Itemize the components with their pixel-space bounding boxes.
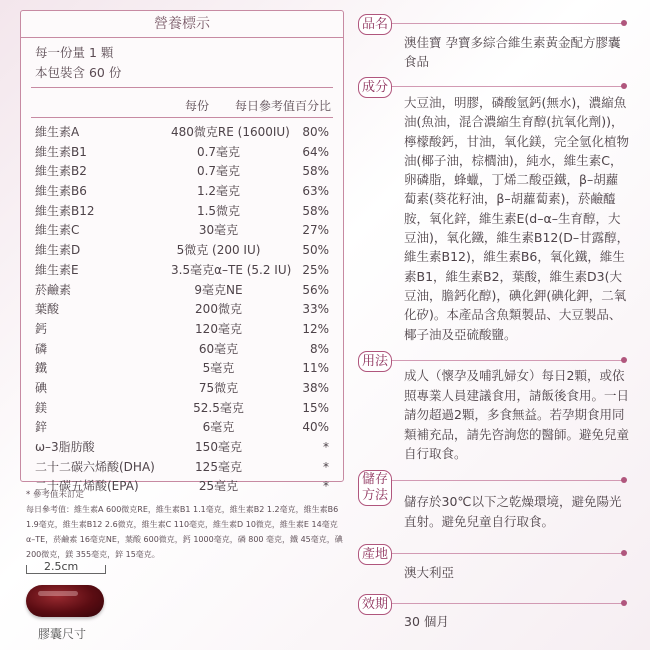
nutrient-row [21,162,343,182]
nutrient-row [21,359,343,379]
nutrient-name: 鋅 [35,420,48,435]
tag-storage-line2: 方法 [361,488,388,503]
nutrient-name: 鐵 [35,361,48,376]
nutrient-dv: 63% [302,184,329,199]
nutrient-dv: 50% [302,243,329,258]
nutrition-panel [20,10,344,494]
nutrient-amount: 60毫克 [198,341,239,356]
nutrient-amount: 9毫克NE [194,282,243,297]
nutrient-amount: 6毫克 [202,420,235,435]
nutrient-name: 維生素E [35,262,79,277]
serving-info [35,43,121,83]
nutrient-row [21,438,343,458]
nutrient-amount: 1.2毫克 [196,184,241,199]
nutrient-row [21,281,343,301]
nutrition-rows [21,123,343,497]
nutrient-amount: 0.7毫克 [196,164,241,179]
nutrient-amount: 3.5毫克α–TE (5.2 IU) [171,262,292,277]
shelf-life-text: 30 個月 [404,614,449,629]
divider [31,117,333,118]
capsule-image [26,585,104,617]
section-line [392,360,624,361]
section-line [392,603,624,604]
nutrient-name: 磷 [35,341,48,356]
nutrient-amount: 120毫克 [195,321,242,336]
nutrient-name: 葉酸 [35,302,60,317]
section-dot [621,477,627,483]
nutrient-amount: 5毫克 [202,361,235,376]
section-line [392,86,624,87]
nutrient-row [21,340,343,360]
nutrient-name: 維生素B1 [35,144,87,159]
section-line [392,23,624,24]
tag-name: 品名 [358,14,392,35]
nutrient-amount: 0.7毫克 [196,144,241,159]
capsule-highlight [38,591,78,596]
nutrient-dv: 8% [309,341,329,356]
nutrient-dv: 80% [302,125,329,139]
nutrient-row [21,241,343,261]
nutrient-dv: 33% [302,302,329,317]
nutrient-amount: 52.5毫克 [193,400,244,415]
section-line [392,553,624,554]
nutrient-row [21,143,343,163]
tag-shelf-life: 效期 [358,594,392,615]
tag-origin: 產地 [358,544,392,565]
nutrient-dv: 58% [302,203,329,218]
tag-storage [358,470,392,506]
nutrient-dv: 12% [302,321,329,336]
nutrient-amount: 25毫克 [198,479,239,494]
nutrient-amount: 75微克 [198,380,239,395]
nutrient-row [21,202,343,222]
nutrient-dv: * [323,440,329,454]
section-dot [621,20,627,26]
section-dot [621,357,627,363]
nutrient-dv: 11% [302,361,329,376]
nutrient-name: 鈣 [35,321,48,336]
section-dot [621,600,627,606]
nutrient-amount: 1.5微克 [196,203,241,218]
col-daily-value: 每日參考值百分比 [234,99,331,113]
section-line [392,480,624,481]
nutrient-amount: 125毫克 [195,459,242,474]
section-dot [621,83,627,89]
nutrient-row [21,221,343,241]
section-dot [621,550,627,556]
nutrient-dv: * [323,459,329,474]
nutrient-row [21,300,343,320]
nutrient-row [21,399,343,419]
nutrient-dv: 58% [302,164,329,179]
nutrient-name: 維生素B6 [35,184,87,199]
nutrient-name: 菸鹼素 [35,282,72,297]
nutrient-dv: 40% [302,420,329,435]
nutrient-row [21,261,343,281]
panel-title: 營養標示 [21,11,343,38]
serving-size: 每一份量 1 顆 [35,45,114,60]
nutrient-row [21,418,343,438]
nutrient-dv: 38% [302,380,329,395]
tag-storage-line1: 儲存 [361,472,388,487]
nutrient-amount: 480微克RE (1600IU) [171,125,290,139]
nutrient-amount: 200微克 [195,302,242,317]
nutrient-dv: 56% [302,282,329,297]
nutrient-name: ω–3脂肪酸 [35,440,95,454]
nutrient-row [21,182,343,202]
nutrient-row [21,123,343,143]
nutrient-name: 二十碳五烯酸(EPA) [35,479,139,494]
nutrient-name: 維生素C [35,223,80,238]
tag-usage: 用法 [358,351,392,372]
nutrient-amount: 5微克 (200 IU) [176,243,261,258]
capsule-size-label: 2.5cm [44,560,79,573]
nutrient-name: 維生素B2 [35,164,87,179]
usage-text: 成人（懷孕及哺乳婦女）每日2顆，或依照專業人員建議食用，請飯後食用。一日請勿超過2顆，多食無益。若孕期食用同類補充品，請先咨詢您的醫師。避免兒童自行取食。 [404,368,630,461]
nutrient-name: 碘 [35,380,48,395]
nutrient-dv: * [323,479,329,494]
nutrient-dv: 27% [302,223,329,238]
product-name: 澳佳寶 孕寶多綜合維生素黃金配方膠囊食品 [404,35,621,69]
nutrient-name: 二十二碳六烯酸(DHA) [35,459,155,474]
nutrient-dv: 15% [302,400,329,415]
divider [31,87,333,88]
nutrient-row [21,379,343,399]
capsule-caption: 膠囊尺寸 [38,627,87,641]
storage-text: 儲存於30℃以下之乾燥環境，避免陽光直射。避免兒童自行取食。 [404,494,622,529]
footnote-title: * 參考值未訂定 [26,490,84,500]
nutrient-amount: 30毫克 [198,223,239,238]
nutrient-name: 維生素A [35,125,80,139]
nutrient-dv: 64% [302,144,329,159]
nutrient-row [21,320,343,340]
tag-ingredients: 成分 [358,77,392,98]
nutrient-dv: 25% [302,262,329,277]
nutrient-row [21,458,343,478]
nutrient-name: 鎂 [35,400,48,415]
ingredients-text: 大豆油，明膠，磷酸氫鈣(無水)，濃縮魚油(魚油，混合濃縮生育醇(抗氧化劑))，檸檬酸鈣，甘油，氧化鎂，完全氫化植物油(椰子油，棕櫚油)，純水，維生素C，卵磷脂，蜂蠟，丁烯二酸亞鐵，β–胡蘿蔔素(葵花籽油，β–胡蘿蔔素)，菸鹼醯胺，氧化鋅，維生素E(d–α–生育醇，大豆油)，氧化鐵，維生素B12(D–甘露醇，維生素B12)，維生素B6，氧化鐵，維生素B1，維生素B2，葉酸，維生素D3(大豆油，膽鈣化醇)，碘化鉀(碘化鉀，二氧化矽)。本產品含魚類製品、大豆製品、椰子油及亞硫酸鹽。 [404,95,630,342]
servings-per-pack: 本包裝含 60 份 [35,65,122,80]
nutrient-amount: 150毫克 [195,440,242,454]
col-per-serving: 每份 [185,99,210,113]
nutrient-name: 維生素B12 [35,203,95,218]
origin-text: 澳大利亞 [404,565,455,580]
footnote-body: 每日參考值：維生素A 600微克RE，維生素B1 1.1毫克，維生素B2 1.2毫克，維生素B6 1.9毫克，維生素B12 2.6微克，維生素C 110毫克，維生素D 10微克，維生素E 14毫克α–TE，菸鹼素 16毫克NE，葉酸 600微克，鈣 1000毫克，磷 800 毫克，鐵 45毫克，碘 200微克，鎂 355毫克，鋅 15毫克。 [26,505,343,559]
nutrient-name: 維生素D [35,243,81,258]
